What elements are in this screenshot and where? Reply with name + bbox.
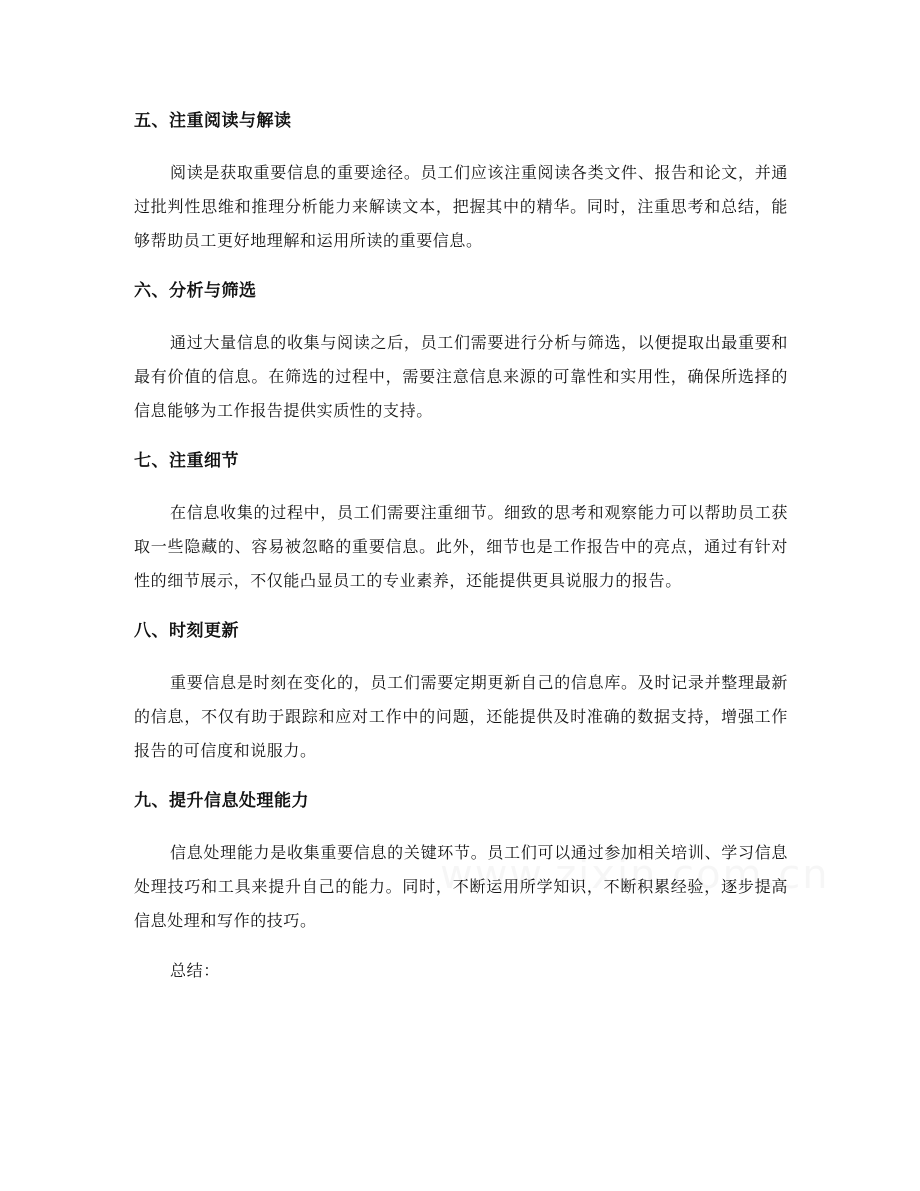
- section-8: [134, 614, 788, 784]
- section-paragraph: 通过大量信息的收集与阅读之后，员工们需要进行分析与筛选，以便提取出最重要和最有价值的信息。在筛选的过程中，需要注意信息来源的可靠性和实用性，确保所选择的信息能够为工作报告提供实质性的支持。: [134, 333, 788, 420]
- section-heading: 五、注重阅读与解读: [134, 111, 292, 131]
- section-9: [134, 784, 788, 954]
- section-7: [134, 444, 788, 614]
- section-paragraph: 重要信息是时刻在变化的，员工们需要定期更新自己的信息库。及时记录并整理最新的信息，不仅有助于跟踪和应对工作中的问题，还能提供及时准确的数据支持，增强工作报告的可信度和说服力。: [134, 673, 788, 760]
- section-heading: 六、分析与筛选: [134, 281, 257, 301]
- section-paragraph: 在信息收集的过程中，员工们需要注重细节。细致的思考和观察能力可以帮助员工获取一些隐藏的、容易被忽略的重要信息。此外，细节也是工作报告中的亮点，通过有针对性的细节展示，不仅能凸显员工的专业素养，还能提供更具说服力的报告。: [134, 503, 788, 590]
- section-heading: 八、时刻更新: [134, 621, 239, 641]
- section-paragraph: 信息处理能力是收集重要信息的关键环节。员工们可以通过参加相关培训、学习信息处理技巧和工具来提升自己的能力。同时，不断运用所学知识，不断积累经验，逐步提高信息处理和写作的技巧。: [134, 843, 788, 930]
- section-5: [134, 104, 788, 274]
- document-body: [134, 104, 788, 988]
- section-heading: 九、提升信息处理能力: [134, 791, 309, 811]
- section-heading: 七、注重细节: [134, 451, 239, 471]
- section-paragraph: 阅读是获取重要信息的重要途径。员工们应该注重阅读各类文件、报告和论文，并通过批判性思维和推理分析能力来解读文本，把握其中的精华。同时，注重思考和总结，能够帮助员工更好地理解和运用所读的重要信息。: [134, 163, 788, 250]
- section-6: [134, 274, 788, 444]
- summary-label: 总结：: [170, 961, 220, 980]
